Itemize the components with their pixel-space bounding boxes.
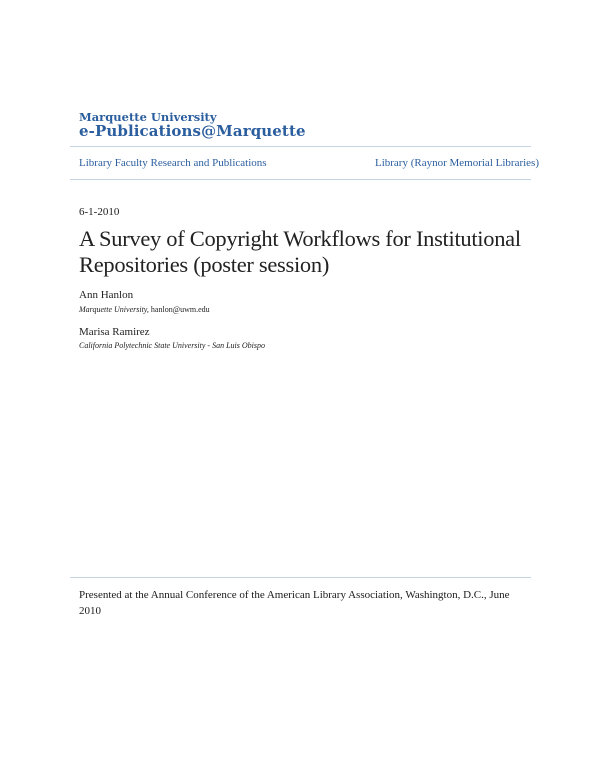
department-link[interactable]: Library (Raynor Memorial Libraries): [374, 157, 539, 169]
presentation-note: Presented at the Annual Conference of the American Library Association, Washington, D.C., June 2010: [79, 589, 510, 617]
repository-name[interactable]: e-Publications@Marquette: [79, 122, 306, 140]
author-name: Marisa Ramirez: [79, 326, 150, 338]
author-affiliation: [79, 305, 210, 314]
nav-divider: [70, 179, 531, 180]
university-name[interactable]: Marquette University: [79, 110, 217, 124]
affiliation-separator: ,: [146, 305, 151, 314]
publication-date: 6-1-2010: [79, 206, 120, 218]
author-affiliation: California Polytechnic State University - San Luis Obispo: [79, 341, 265, 350]
collection-link[interactable]: Library Faculty Research and Publications: [79, 157, 267, 169]
affiliation-text: Marquette University: [79, 305, 147, 314]
footer-divider: [70, 577, 531, 578]
article-title: A Survey of Copyright Workflows for Institutional Repositories (poster session): [79, 226, 521, 277]
author-email[interactable]: hanlon@uwm.edu: [150, 305, 210, 314]
header-divider: [70, 146, 531, 147]
author-name: Ann Hanlon: [79, 289, 134, 301]
